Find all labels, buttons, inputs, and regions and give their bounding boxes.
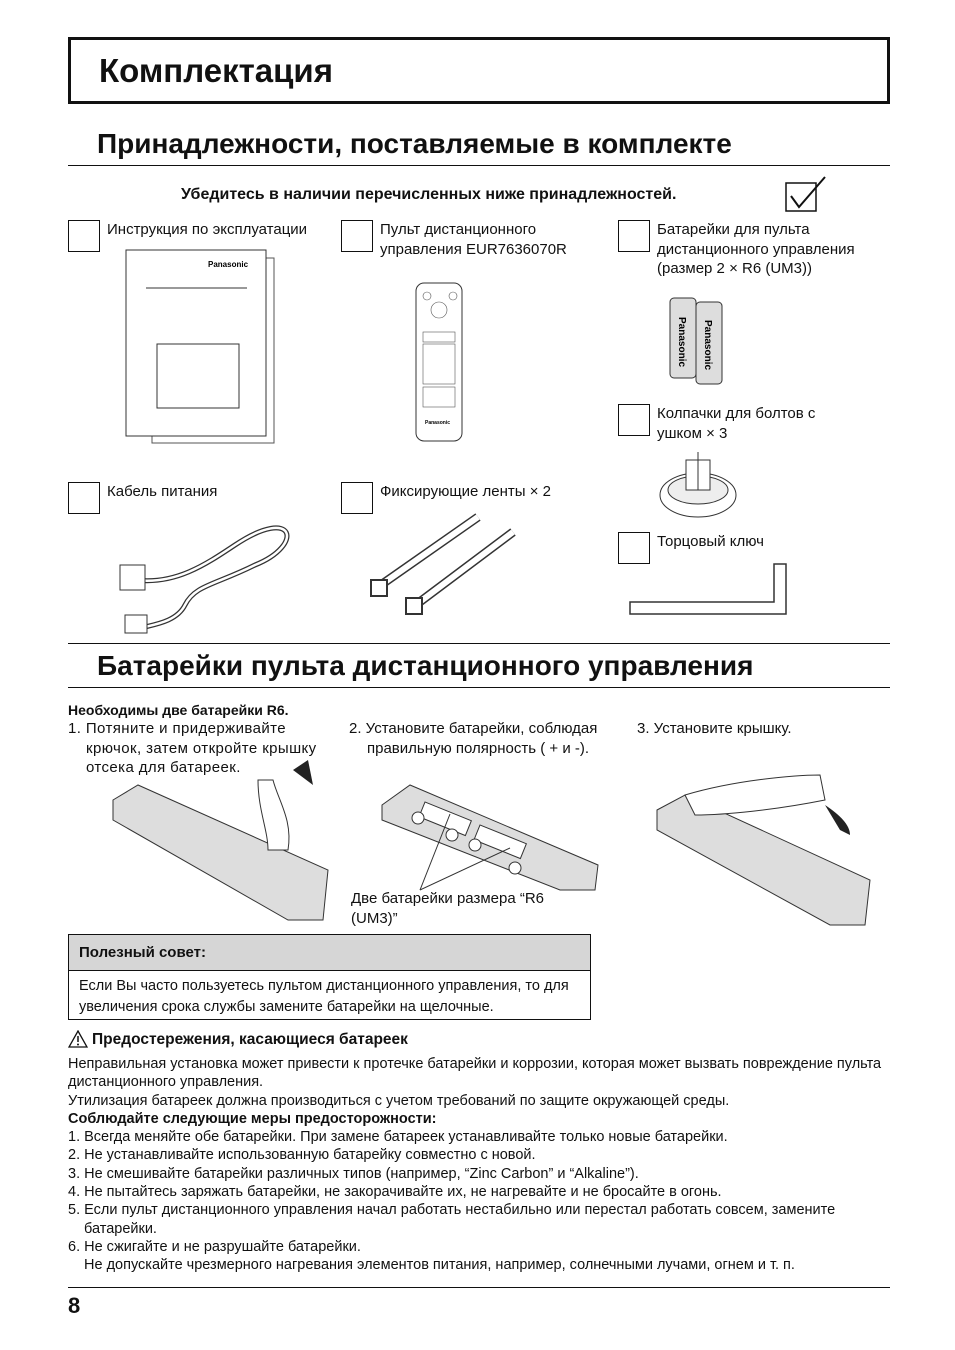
- page-number: 8: [68, 1293, 81, 1318]
- checkbox-bolt-caps[interactable]: [618, 404, 650, 436]
- precaution-item-note: Не допускайте чрезмерного нагревания элементов питания, например, солнечными лучами, огнем и т. п.: [84, 1257, 795, 1274]
- item-label-batteries: Батарейки для пульта дистанционного управления (размер 2 × R6 (UM3)): [657, 221, 855, 277]
- checkbox-remote[interactable]: [341, 220, 373, 252]
- precaution-item: 2. Не устанавливайте использованную батарейку совместно с новой.: [68, 1147, 536, 1164]
- batteries-callout: Две батарейки размера “R6 (UM3)”: [351, 890, 545, 927]
- manual-illustration: [124, 248, 284, 453]
- item-label-manual: Инструкция по эксплуатации: [107, 221, 308, 238]
- precaution-item: 1. Всегда меняйте обе батарейки. При замене батареек устанавливайте только новые батарейки.: [68, 1129, 728, 1146]
- divider: [68, 643, 890, 644]
- page-title: Комплектация: [99, 52, 333, 89]
- precaution-item: 5. Если пульт дистанционного управления начал работать нестабильно или перестал работать совсем, замените батарейки.: [68, 1202, 836, 1237]
- precaution-item: 3. Не смешивайте батарейки различных типов (например, “Zinc Carbon” и “Alkaline”).: [68, 1165, 639, 1182]
- checkbox-manual[interactable]: [68, 220, 100, 252]
- precaution-intro: Неправильная установка может привести к протечке батарейки и коррозии, которая может вызвать повреждение пульта дистанционного управления.: [68, 1056, 882, 1091]
- step-2: 2. Установите батарейки, соблюдая правильную полярность ( + и -).: [349, 720, 598, 757]
- item-label-cable-ties: Фиксирующие ленты × 2: [380, 483, 552, 500]
- tip-heading: Полезный совет:: [69, 935, 590, 971]
- checkbox-power-cable[interactable]: [68, 482, 100, 514]
- cable-ties-illustration: [368, 512, 518, 627]
- step-3: 3. Установите крышку.: [637, 720, 792, 737]
- remote-open-illustration: [108, 760, 333, 935]
- item-label-power-cable: Кабель питания: [107, 483, 218, 500]
- precautions-body: [68, 1055, 898, 1275]
- svg-text:Panasonic: Panasonic: [702, 320, 713, 371]
- checkbox-hex-key[interactable]: [618, 532, 650, 564]
- batteries-illustration: [668, 292, 728, 391]
- useful-tip-box: [68, 934, 591, 1020]
- precaution-disposal: Утилизация батареек должна производиться с учетом требований по защите окружающей среды.: [68, 1092, 730, 1109]
- precautions-subheading: Соблюдайте следующие меры предосторожности:: [68, 1110, 437, 1127]
- divider: [68, 687, 890, 688]
- section-heading-batteries: Батарейки пульта дистанционного управления: [97, 650, 754, 681]
- item-label-hex-key: Торцовый ключ: [657, 533, 764, 550]
- remote-batteries-illustration: [380, 780, 600, 900]
- check-note: Убедитесь в наличии перечисленных ниже принадлежностей.: [181, 186, 677, 203]
- item-label-remote: Пульт дистанционного управления EUR7636070R: [380, 221, 567, 258]
- precaution-item: 6. Не сжигайте и не разрушайте батарейки.: [68, 1238, 361, 1255]
- checkmark-icon: [785, 176, 827, 217]
- precautions-heading: Предостережения, касающиеся батареек: [92, 1031, 408, 1048]
- tip-body: Если Вы часто пользуетесь пультом дистанционного управления, то для увеличения срока службы замените батарейки на щелочные.: [79, 978, 569, 1015]
- footer-divider: [68, 1287, 890, 1288]
- step-1: 1. Потяните и придерживайте крючок, затем откройте крышку отсека для батареек.: [68, 720, 317, 776]
- page-title-box: [68, 37, 890, 104]
- svg-text:Panasonic: Panasonic: [208, 260, 249, 269]
- hex-key-illustration: [628, 562, 790, 621]
- bolt-cap-illustration: [658, 450, 740, 525]
- warning-icon: [68, 1030, 88, 1053]
- checkbox-batteries[interactable]: [618, 220, 650, 252]
- checkbox-cable-ties[interactable]: [341, 482, 373, 514]
- precaution-item: 4. Не пытайтесь заряжать батарейки, не закорачивайте их, не нагревайте и не бросайте в огонь.: [68, 1184, 722, 1201]
- section-heading-accessories: Принадлежности, поставляемые в комплекте: [97, 128, 732, 159]
- power-cable-illustration: [115, 505, 290, 645]
- item-label-bolt-caps: Колпачки для болтов с ушком × 3: [657, 405, 816, 442]
- batteries-needed-note: Необходимы две батарейки R6.: [68, 702, 289, 718]
- svg-text:Panasonic: Panasonic: [425, 420, 451, 426]
- svg-text:Panasonic: Panasonic: [676, 317, 687, 368]
- remote-close-illustration: [655, 770, 875, 935]
- divider: [68, 165, 890, 166]
- remote-illustration: [415, 282, 465, 449]
